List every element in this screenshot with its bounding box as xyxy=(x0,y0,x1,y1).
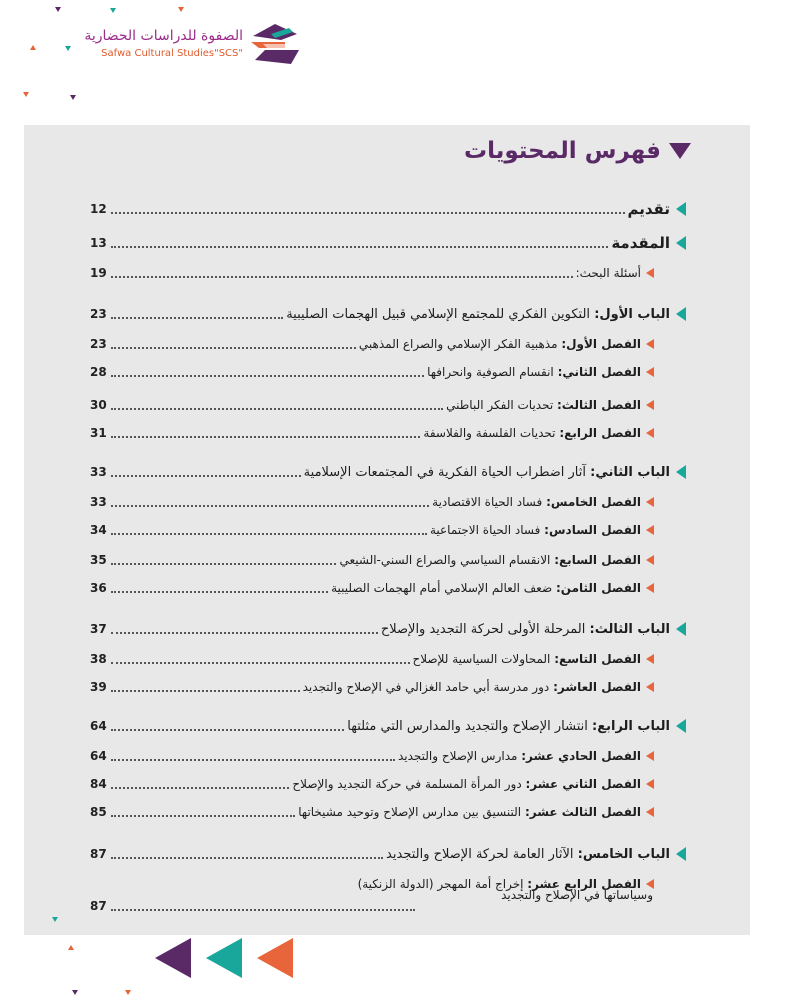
confetti-7 xyxy=(70,95,76,100)
dot-leader xyxy=(111,857,383,859)
toc-title: فهرس المحتويات xyxy=(463,138,661,164)
page-number: 38 xyxy=(90,652,107,666)
logo-english-text: Safwa Cultural Studies"SCS" xyxy=(101,48,243,59)
entry-label xyxy=(286,307,670,322)
toc-entry[interactable] xyxy=(90,394,654,416)
purple-triangle-icon xyxy=(155,938,191,978)
entry-prefix: الفصل التاسع: xyxy=(554,652,641,666)
confetti-5 xyxy=(65,46,71,51)
dot-leader xyxy=(111,729,344,731)
entry-title: التكوين الفكري للمجتمع الإسلامي قبيل الهجمات الصليبية xyxy=(286,306,595,322)
orange-bullet-icon xyxy=(646,751,654,761)
teal-bullet-icon xyxy=(676,622,686,636)
entry-title: دور مدرسة أبي حامد الغزالي في الإصلاح والتجديد xyxy=(302,680,554,694)
page-number: 37 xyxy=(90,622,107,636)
toc-heading xyxy=(464,138,691,164)
toc-entry[interactable] xyxy=(90,361,654,383)
entry-title: الانقسام السياسي والصراع السني-الشيعي xyxy=(339,553,555,567)
entry-title: ضعف العالم الإسلامي أمام الهجمات الصليبية xyxy=(331,581,556,595)
confetti-3 xyxy=(178,7,184,12)
entry-title: التنسيق بين مدارس الإصلاح وتوحيد مشيخاتها xyxy=(298,805,525,819)
page-number: 85 xyxy=(90,805,107,819)
entry-title: المقدمة xyxy=(611,234,670,252)
entry-prefix: الفصل الأول: xyxy=(561,337,641,351)
confetti-1 xyxy=(55,7,61,12)
confetti-6 xyxy=(23,92,29,97)
toc-entry[interactable] xyxy=(90,801,654,823)
dot-leader xyxy=(111,690,300,692)
dot-leader xyxy=(111,317,283,319)
entry-prefix: الفصل الخامس: xyxy=(546,495,641,509)
entry-prefix: الفصل الرابع: xyxy=(559,426,641,440)
page-number: 39 xyxy=(90,680,107,694)
orange-bullet-icon xyxy=(646,497,654,507)
toc-continuation-row xyxy=(90,895,654,917)
dot-leader xyxy=(111,815,295,817)
entry-label xyxy=(427,365,641,379)
dot-leader xyxy=(111,662,410,664)
entry-prefix: الفصل الثاني عشر: xyxy=(525,777,641,791)
teal-bullet-icon xyxy=(676,465,686,479)
page-number: 34 xyxy=(90,523,107,537)
teal-bullet-icon xyxy=(676,236,686,250)
orange-bullet-icon xyxy=(646,525,654,535)
entry-label xyxy=(347,719,670,734)
entry-label xyxy=(381,622,670,637)
logo-arabic-text: الصفوة للدراسات الحضارية xyxy=(84,28,243,44)
toc-entry[interactable] xyxy=(90,549,654,571)
page-number: 35 xyxy=(90,553,107,567)
toc-entry[interactable] xyxy=(90,648,654,670)
toc-entry[interactable] xyxy=(90,843,686,865)
entry-prefix: الباب الخامس: xyxy=(577,846,670,862)
entry-title: آثار اضطراب الحياة الفكرية في المجتمعات الإسلامية xyxy=(303,464,591,480)
entry-label xyxy=(611,234,670,252)
entry-prefix: الباب الرابع: xyxy=(592,718,670,734)
entry-title: فساد الحياة الاجتماعية xyxy=(429,523,545,537)
entry-label xyxy=(331,581,641,595)
dot-leader xyxy=(111,246,608,248)
page-number: 31 xyxy=(90,426,107,440)
page-number: 28 xyxy=(90,365,107,379)
orange-bullet-icon xyxy=(646,339,654,349)
teal-bullet-icon xyxy=(676,847,686,861)
orange-bullet-icon xyxy=(646,682,654,692)
confetti-12 xyxy=(125,990,131,995)
toc-entry[interactable] xyxy=(90,232,686,254)
orange-bullet-icon xyxy=(646,428,654,438)
dot-leader xyxy=(111,212,625,214)
page-number: 19 xyxy=(90,266,107,280)
orange-bullet-icon xyxy=(646,555,654,565)
toc-entry[interactable] xyxy=(90,745,654,767)
page-number: 87 xyxy=(90,847,107,861)
entry-label xyxy=(292,777,641,791)
entry-label xyxy=(386,847,670,862)
entry-label xyxy=(339,553,641,567)
confetti-9 xyxy=(52,917,58,922)
entry-title: مدارس الإصلاح والتجديد xyxy=(397,749,522,763)
orange-bullet-icon xyxy=(646,268,654,278)
toc-entry[interactable] xyxy=(90,461,686,483)
page-number: 64 xyxy=(90,719,107,733)
dot-leader xyxy=(111,632,378,634)
dot-leader xyxy=(111,563,336,565)
teal-bullet-icon xyxy=(676,307,686,321)
toc-entry[interactable] xyxy=(90,676,654,698)
confetti-2 xyxy=(110,8,116,13)
dot-leader xyxy=(111,505,429,507)
entry-prefix: الفصل السابع: xyxy=(554,553,641,567)
entry-prefix: الفصل الحادي عشر: xyxy=(521,749,641,763)
page-number: 33 xyxy=(90,465,107,479)
orange-bullet-icon xyxy=(646,367,654,377)
dot-leader xyxy=(111,787,289,789)
entry-title: الآثار العامة لحركة الإصلاح والتجديد xyxy=(386,846,578,862)
entry-title: أسئلة البحث: xyxy=(575,266,641,280)
entry-title: فساد الحياة الاقتصادية xyxy=(432,495,547,509)
entry-prefix: الفصل الثالث عشر: xyxy=(524,805,641,819)
orange-bullet-icon xyxy=(646,779,654,789)
dot-leader xyxy=(111,533,427,535)
entry-label xyxy=(303,680,641,694)
entry-label xyxy=(430,523,641,537)
dot-leader xyxy=(111,475,301,477)
toc-entry[interactable] xyxy=(90,715,686,737)
entry-prefix: الفصل الرابع عشر: xyxy=(527,877,641,891)
confetti-10 xyxy=(68,945,74,950)
page-number: 30 xyxy=(90,398,107,412)
toc-entry[interactable] xyxy=(90,422,654,444)
dot-leader xyxy=(111,408,443,410)
entry-prefix: الفصل السادس: xyxy=(544,523,641,537)
orange-bullet-icon xyxy=(646,654,654,664)
publisher-logo xyxy=(84,20,305,68)
dot-leader xyxy=(111,591,328,593)
entry-label xyxy=(359,337,641,351)
entry-title: المرحلة الأولى لحركة التجديد والإصلاح xyxy=(380,621,590,637)
entry-label xyxy=(423,426,641,440)
toc-entry[interactable] xyxy=(90,618,686,640)
entry-prefix: الفصل الثاني: xyxy=(557,365,641,379)
page-number: 64 xyxy=(90,749,107,763)
entry-label xyxy=(576,266,641,280)
page-number: 23 xyxy=(90,337,107,351)
entry-prefix: الفصل الثالث: xyxy=(557,398,641,412)
entry-label xyxy=(398,749,641,763)
page-number: 13 xyxy=(90,236,107,250)
entry-prefix: الباب الثالث: xyxy=(589,621,670,637)
toc-entry[interactable] xyxy=(90,773,654,795)
entry-prefix: الباب الثاني: xyxy=(590,464,670,480)
entry-label xyxy=(432,495,641,509)
confetti-4 xyxy=(30,45,36,50)
entry-title: المحاولات السياسية للإصلاح xyxy=(412,652,555,666)
page-number: 36 xyxy=(90,581,107,595)
entry-title: مذهبية الفكر الإسلامي والصراع المذهبي xyxy=(358,337,562,351)
dot-leader xyxy=(111,347,356,349)
page-number: 33 xyxy=(90,495,107,509)
continuation-label: وسياساتها في الإصلاح والتجديد xyxy=(501,888,653,902)
logo-mark-icon xyxy=(245,20,305,68)
page-number: 84 xyxy=(90,777,107,791)
dot-leader xyxy=(111,759,395,761)
dot-leader xyxy=(111,375,424,377)
entry-label xyxy=(413,652,642,666)
page-number: 23 xyxy=(90,307,107,321)
entry-label xyxy=(304,465,670,480)
teal-bullet-icon xyxy=(676,202,686,216)
dot-leader xyxy=(111,276,573,278)
entry-title: تقديم xyxy=(627,200,670,218)
dot-leader xyxy=(111,436,420,438)
orange-bullet-icon xyxy=(646,583,654,593)
entry-label xyxy=(628,200,671,218)
orange-triangle-icon xyxy=(257,938,293,978)
page-number: 87 xyxy=(90,899,107,913)
teal-triangle-icon xyxy=(206,938,242,978)
teal-bullet-icon xyxy=(676,719,686,733)
page-number: 12 xyxy=(90,202,107,216)
confetti-11 xyxy=(72,990,78,995)
dot-leader xyxy=(111,909,415,911)
toc-entry[interactable] xyxy=(90,303,686,325)
entry-title: دور المرأة المسلمة في حركة التجديد والإصلاح xyxy=(292,777,526,791)
toc-entry[interactable] xyxy=(90,262,654,284)
entry-title: انقسام الصوفية وانحرافها xyxy=(427,365,558,379)
heading-triangle-icon xyxy=(669,143,691,159)
orange-bullet-icon xyxy=(646,400,654,410)
entry-title: تحديات الفلسفة والفلاسفة xyxy=(423,426,560,440)
orange-bullet-icon xyxy=(646,807,654,817)
toc-entry[interactable] xyxy=(90,333,654,355)
entry-prefix: الفصل الثامن: xyxy=(555,581,641,595)
toc-entry[interactable] xyxy=(90,519,654,541)
entry-label xyxy=(298,805,641,819)
toc-entry[interactable] xyxy=(90,491,654,513)
entry-title: انتشار الإصلاح والتجديد والمدارس التي مثلتها xyxy=(347,718,593,734)
entry-title: تحديات الفكر الباطني xyxy=(446,398,557,412)
toc-entry[interactable] xyxy=(90,577,654,599)
entry-prefix: الفصل العاشر: xyxy=(553,680,641,694)
entry-label xyxy=(446,398,641,412)
entry-prefix: الباب الأول: xyxy=(594,306,670,322)
toc-entry[interactable] xyxy=(90,198,686,220)
entry-title: إخراج أمة المهجر (الدولة الزنكية) xyxy=(357,877,528,891)
